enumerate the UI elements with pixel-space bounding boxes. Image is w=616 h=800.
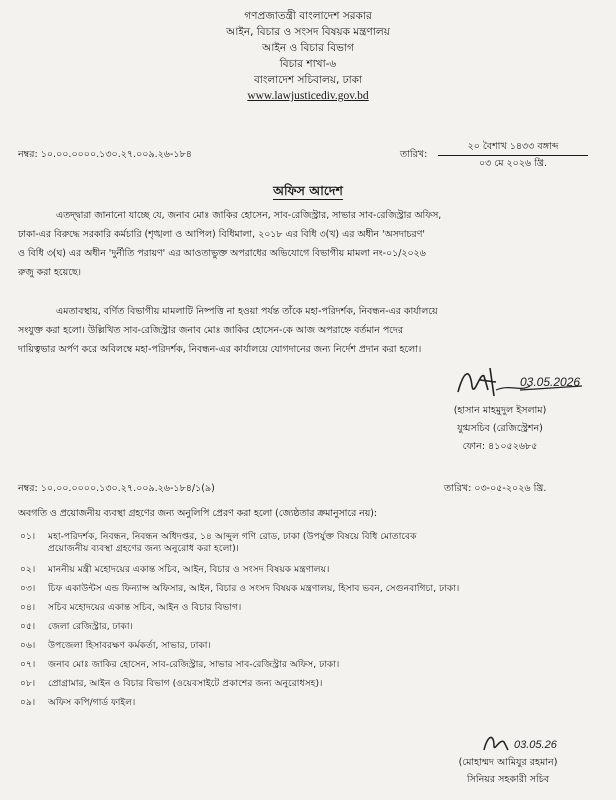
document-title-text: অফিস আদেশ: [273, 183, 343, 198]
list-item-number: ০৩।: [20, 583, 36, 594]
date-divider: [438, 155, 588, 156]
list-item: [20, 560, 610, 579]
letterhead-line-2: আইন, বিচার ও সংসদ বিষয়ক মন্ত্রণালয়: [226, 26, 390, 38]
signatory-1-name: (হাসান মাহমুদুল ইসলাম): [453, 405, 547, 416]
para2-line-1: এমতাবস্থায়, বর্ণিত বিভাগীয় মামলাটি নিষ্পত্তি না হওয়া পর্যন্ত তাঁকে মহা-পরিদর্শক, নিবন্ধন-এর কার্যালয়ে: [56, 306, 438, 317]
list-item-number: ০৬।: [20, 640, 36, 651]
date-box: [438, 140, 588, 171]
list-item-text: অফিস কপি/গার্ড ফাইল।: [48, 697, 136, 708]
copy-intro: অবগতি ও প্রয়োজনীয় ব্যবস্থা গ্রহণের জন্য অনুলিপি প্রেরণ করা হলো (জ্যেষ্ঠতার ক্রমানুসারে নয়):: [18, 508, 377, 519]
list-item: [20, 636, 610, 655]
copy-memo-number: নম্বর: ১০.০০.০০০০.১৩০.২৭.০০৯.২৬-১৮৪/১(৯): [18, 483, 215, 494]
date-bangla: ২০ বৈশাখ ১৪৩৩ বঙ্গাব্দ: [467, 141, 559, 152]
list-item: [20, 655, 610, 674]
list-item-number: ০৮।: [20, 678, 36, 689]
signatory-1-designation: যুগ্মসচিব (রেজিস্ট্রেশন): [457, 423, 543, 434]
list-item: [20, 674, 610, 693]
list-item: [20, 693, 610, 712]
para2-line-3: দায়িত্বভার অর্পণ করে অবিলম্বে মহা-পরিদর্শক, নিবন্ধন-এর কার্যালয়ে যোগদানের জন্য নির্দেশ প্রদান করা হলো।: [18, 344, 422, 355]
list-item: [20, 598, 610, 617]
list-item-number: ০৫।: [20, 621, 36, 632]
list-item: [20, 617, 610, 636]
signature-2-image: [480, 730, 600, 756]
body-paragraph-1: [18, 206, 598, 282]
para1-line-4: রুজু করা হয়েছে।: [18, 267, 81, 278]
list-item: [20, 579, 610, 598]
list-item-text: প্রোগ্রামার, আইন ও বিচার বিভাগ (ওয়েবসাইটে প্রকাশের জন্য অনুরোধসহ)।: [48, 678, 323, 689]
document-title: [0, 183, 616, 203]
signature-2-date: 03.05.26: [514, 739, 557, 751]
website-link[interactable]: www.lawjusticediv.gov.bd: [247, 90, 369, 102]
list-item-number: ০৯।: [20, 697, 36, 708]
signatory-2: [408, 754, 608, 788]
copy-memo-date: তারিখ: ০৩-০৫-২০২৬ খ্রি.: [444, 483, 547, 494]
signatory-1: [400, 402, 600, 456]
list-item-text: উপজেলা হিসাবরক্ষণ কর্মকর্তা, সাভার, ঢাকা।: [48, 640, 211, 651]
signature-1-image: [450, 362, 590, 404]
letterhead-line-1: গণপ্রজাতন্ত্রী বাংলাদেশ সরকার: [244, 10, 372, 22]
list-item-text: জনাব মোঃ জাকির হোসেন, সাব-রেজিস্ট্রার, সাভার সাব-রেজিস্ট্রার অফিস, ঢাকা।: [48, 659, 340, 670]
date-label: তারিখ:: [400, 149, 428, 160]
body-paragraph-2: [18, 302, 598, 359]
list-item-number: ০৭।: [20, 659, 36, 670]
memo-number: নম্বর: ১০.০০.০০০০.১৩০.২৭.০০৯.২৬-১৮৪: [18, 149, 192, 160]
para2-line-2: সংযুক্ত করা হলো। উল্লিখিত সাব-রেজিস্ট্রার জনাব মোঃ জাকির হোসেন-কে আজ অপরাহ্নে বর্তমান পদের: [18, 325, 404, 336]
list-item-text: সচিব মহোদয়ের একান্ত সচিব, আইন ও বিচার বিভাগ।: [48, 602, 242, 613]
distribution-list: [20, 527, 610, 712]
list-item-text: জেলা রেজিস্ট্রার, ঢাকা।: [48, 621, 133, 632]
letterhead-line-5: বাংলাদেশ সচিবালয়, ঢাকা: [253, 74, 363, 86]
list-item-number: ০৪।: [20, 602, 36, 613]
list-item-number: ০২।: [20, 564, 36, 575]
letterhead-line-3: আইন ও বিচার বিভাগ: [262, 42, 354, 54]
para1-line-3: ও বিধি ৩(ঘ) এর অধীন 'দুর্নীতি পরায়ণ' এর আওতাভুক্ত অপরাধের অভিযোগে বিভাগীয় মামলা নং-০১/২০২৬: [18, 248, 426, 259]
list-item-continuation: প্রয়োজনীয় ব্যবস্থা গ্রহণের জন্য অনুরোধ করা হলো)।: [48, 543, 239, 554]
list-item-number: ০১।: [20, 531, 36, 542]
letterhead: [0, 8, 616, 104]
signatory-2-designation: সিনিয়র সহকারী সচিব: [466, 774, 550, 785]
signatory-1-phone: ফোন: ৪১০৫২৬৮৫: [462, 441, 538, 452]
list-item-text: মাননীয় মন্ত্রী মহোদয়ের একান্ত সচিব, আইন, বিচার ও সংসদ বিষয়ক মন্ত্রণালয়।: [48, 564, 330, 575]
signatory-2-name: (মোহাম্মদ আমিযুর রহমান): [458, 757, 558, 768]
date-gregorian: ০৩ মে ২০২৬ খ্রি.: [478, 158, 548, 169]
signature-1-date: 03.05.2026: [520, 375, 581, 389]
list-item-text: চিফ একাউন্টস এন্ড ফিন্যান্স অফিসার, আইন, বিচার ও সংসদ বিষয়ক মন্ত্রণালয়, হিসাব ভবন, সেগুনবাগিচা, ঢাকা।: [48, 583, 460, 594]
letterhead-line-4: বিচার শাখা-৬: [279, 58, 337, 70]
list-item-text: মহা-পরিদর্শক, নিবন্ধন, নিবন্ধন অধিদপ্তর, ১৪ আব্দুল গণি রোড, ঢাকা (উপর্যুক্ত বিষয়ে বিধি মোতাবেক: [48, 531, 417, 542]
para1-line-1: এতদ্দ্বারা জানানো যাচ্ছে যে, জনাব মোঃ জাকির হোসেন, সাব-রেজিস্ট্রার, সাভার সাব-রেজিস্ট্রার অফিস,: [56, 210, 442, 221]
para1-line-2: ঢাকা-এর বিরুদ্ধে সরকারি কর্মচারি (শৃঙ্খলা ও আপিল) বিধিমালা, ২০১৮ এর বিধি ৩(খ) এর অধীন 'অসদাচরণ': [18, 229, 425, 240]
